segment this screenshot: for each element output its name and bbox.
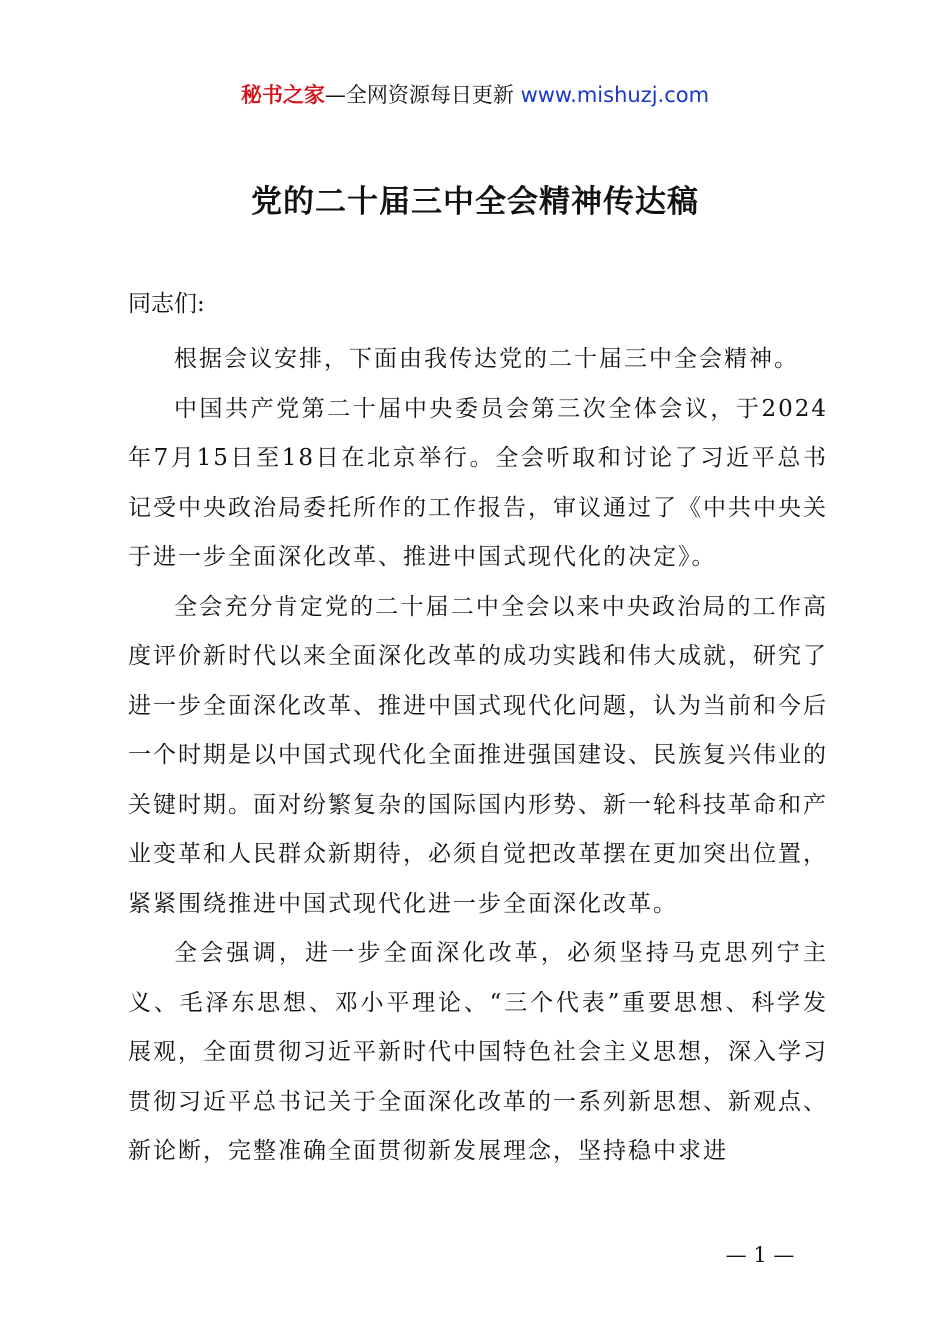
site-url-link[interactable]: www.mishuzj.com — [520, 83, 710, 107]
page-number: — 1 — — [725, 1243, 795, 1267]
paragraph: 全会充分肯定党的二十届二中全会以来中央政治局的工作高度评价新时代以来全面深化改革的成功实践和伟大成就，研究了进一步全面深化改革、推进中国式现代化问题，认为当前和今后一个时期是以中国式现代化全面推进强国建设、民族复兴伟业的关键时期。面对纷繁复杂的国际国内形势、新一轮科技革命和产业变革和人民群众新期待，必须自觉把改革摆在更加突出位置，紧紧围绕推进中国式现代化进一步全面深化改革。 — [128, 593, 828, 917]
salutation: 同志们: — [128, 291, 205, 317]
paragraph: 全会强调，进一步全面深化改革，必须坚持马克思列宁主义、毛泽东思想、邓小平理论、“三个代表”重要思想、科学发展观，全面贯彻习近平新时代中国特色社会主义思想，深入学习贯彻习近平总书记关于全面深化改革的一系列新思想、新观点、新论断，完整准确全面贯彻新发展理念，坚持稳中求进 — [128, 940, 828, 1164]
site-banner — [0, 80, 950, 110]
banner-tagline: —全网资源每日更新 — [324, 83, 521, 107]
paragraph: 中国共产党第二十届中央委员会第三次全体会议，于2024年7月15日至18日在北京举行。全会听取和讨论了习近平总书记受中央政治局委托所作的工作报告，审议通过了《中共中央关于进一步全面深化改革、推进中国式现代化的决定》。 — [128, 395, 828, 570]
document-body — [128, 335, 828, 1177]
site-brand: 秘书之家 — [240, 83, 325, 107]
document-title: 党的二十届三中全会精神传达稿 — [251, 184, 699, 220]
paragraph: 根据会议安排，下面由我传达党的二十届三中全会精神。 — [174, 346, 799, 372]
